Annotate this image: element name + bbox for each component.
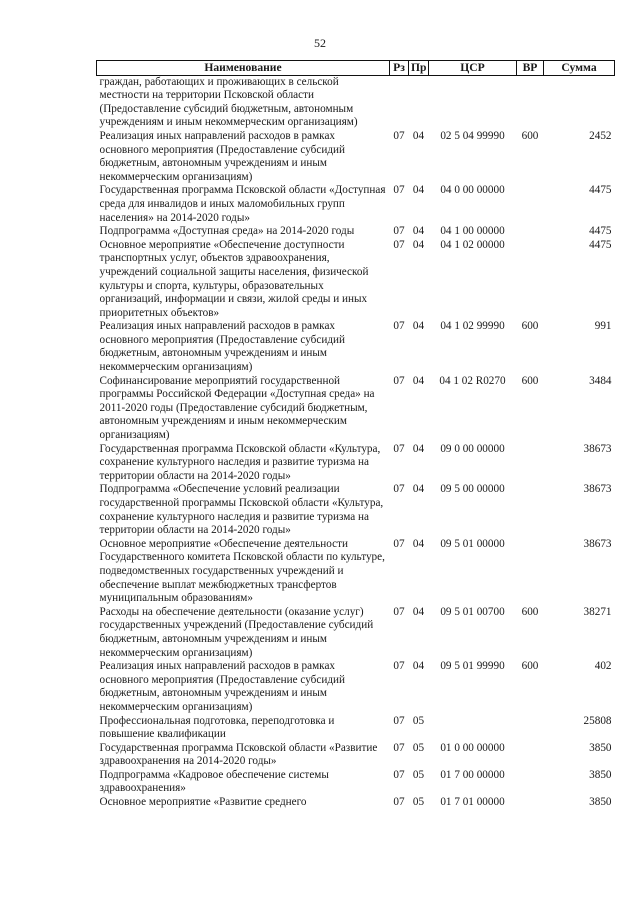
cell-rz: 07 — [393, 238, 405, 251]
cell-sum: 3850 — [589, 741, 612, 754]
cell-name: Реализация иных направлений расходов в рамках основного мероприятия (Предоставление субсидий бюджетным, автономным учреждениям и иным некоммерческим организациям) — [99, 660, 345, 713]
cell-vr: 600 — [521, 129, 539, 142]
cell-vr — [517, 769, 544, 796]
table-row — [97, 796, 615, 810]
table-row — [97, 769, 615, 796]
table-row — [97, 320, 615, 374]
cell-vr — [517, 225, 544, 239]
cell-sum: 38271 — [583, 605, 612, 618]
cell-csr: 01 7 00 00000 — [440, 768, 505, 781]
cell-vr — [517, 184, 544, 225]
cell-rz: 07 — [393, 129, 405, 142]
cell-rz — [390, 75, 409, 130]
cell-pr: 04 — [412, 660, 425, 673]
table-row — [97, 483, 615, 537]
cell-rz: 07 — [393, 442, 405, 455]
cell-rz: 07 — [393, 374, 405, 387]
table-row — [97, 375, 615, 443]
cell-pr: 05 — [412, 741, 425, 754]
cell-vr — [517, 483, 544, 537]
header-pr: Пр — [409, 61, 429, 76]
table-row — [97, 606, 615, 660]
cell-csr: 04 0 00 00000 — [440, 184, 505, 197]
cell-pr: 04 — [412, 238, 425, 251]
cell-name: Софинансирование мероприятий государственной программы Российской Федерации «Доступная среда» на 2011-2020 годы (Предоставление субсидий бюджетным, автономным учреждениям и иным некоммерческим организациям) — [99, 374, 375, 442]
cell-name: Государственная программа Псковской области «Культура, сохранение культурного наследия и развитие туризма на территории области на 2014-2020 годы» — [99, 442, 381, 482]
cell-vr: 600 — [521, 320, 539, 333]
cell-name: Расходы на обеспечение деятельности (оказание услуг) государственных учреждений (Предоставление субсидий бюджетным, автономным учреждениям и иным некоммерческим организациям) — [99, 605, 374, 659]
cell-csr: 04 1 02 R0270 — [439, 374, 506, 387]
cell-csr: 04 1 02 00000 — [440, 238, 505, 251]
cell-vr — [517, 796, 544, 810]
cell-name: Основное мероприятие «Обеспечение деятельности Государственного комитета Псковской области по культуре, подведомственных государственных учреждений и обеспечение выплат межбюджетных трансфертов муниципальным образованиям» — [99, 537, 385, 605]
cell-sum: 38673 — [583, 442, 612, 455]
cell-sum: 2452 — [589, 129, 612, 142]
cell-csr: 09 5 01 00000 — [440, 537, 505, 550]
cell-rz: 07 — [393, 768, 405, 781]
cell-sum — [544, 75, 615, 130]
cell-name: Государственная программа Псковской области «Развитие здравоохранения на 2014-2020 годы» — [99, 741, 378, 768]
cell-csr: 04 1 02 99990 — [440, 320, 505, 333]
cell-vr — [517, 75, 544, 130]
cell-vr — [517, 538, 544, 606]
cell-rz: 07 — [393, 605, 405, 618]
table-row — [97, 538, 615, 606]
cell-vr — [517, 715, 544, 742]
cell-vr — [517, 443, 544, 484]
cell-name: Основное мероприятие «Обеспечение доступности транспортных услуг, объектов здравоохранения, учреждений социальной защиты населения, физической культуры и спорта, культуры, образовательных организаций, информации и связи, жилой среды и иных приоритетных объектов» — [99, 238, 369, 319]
cell-rz: 07 — [393, 225, 405, 238]
cell-vr: 600 — [521, 374, 539, 387]
cell-csr: 09 5 01 99990 — [440, 660, 505, 673]
cell-rz: 07 — [393, 184, 405, 197]
cell-name: Государственная программа Псковской области «Доступная среда для инвалидов и иных маломобильных групп населения» на 2014-2020 годы» — [99, 184, 386, 224]
cell-sum: 38673 — [583, 483, 612, 496]
cell-pr: 04 — [412, 442, 425, 455]
cell-csr: 02 5 04 99990 — [440, 129, 505, 142]
cell-pr: 04 — [412, 184, 425, 197]
budget-table — [96, 60, 615, 810]
cell-csr: 09 0 00 00000 — [440, 442, 505, 455]
cell-pr: 04 — [412, 483, 425, 496]
cell-sum: 4475 — [589, 225, 612, 238]
cell-pr: 04 — [412, 129, 425, 142]
cell-pr: 04 — [412, 605, 425, 618]
cell-name: Профессиональная подготовка, переподготовка и повышение квалификации — [99, 714, 335, 741]
cell-sum: 3850 — [589, 768, 612, 781]
cell-csr — [429, 75, 517, 130]
table-row — [97, 130, 615, 184]
table-body — [97, 75, 615, 810]
cell-name: Основное мероприятие «Развитие среднего — [99, 796, 307, 809]
cell-name: Реализация иных направлений расходов в рамках основного мероприятия (Предоставление субсидий бюджетным, автономным учреждениям и иным некоммерческим организациям) — [99, 129, 345, 183]
table-row — [97, 239, 615, 321]
table-row — [97, 715, 615, 742]
cell-rz: 07 — [393, 537, 405, 550]
cell-pr: 04 — [412, 537, 425, 550]
cell-name: Реализация иных направлений расходов в рамках основного мероприятия (Предоставление субсидий бюджетным, автономным учреждениям и иным некоммерческим организациям) — [99, 320, 345, 374]
cell-name: граждан, работающих и проживающих в сельской местности на территории Псковской области (Предоставление субсидий бюджетным, автономным учреждениям и иным некоммерческим организациям) — [99, 75, 358, 129]
cell-sum: 38673 — [583, 537, 612, 550]
cell-pr: 04 — [412, 225, 425, 238]
cell-rz: 07 — [393, 320, 405, 333]
table-row — [97, 660, 615, 714]
cell-vr: 600 — [521, 605, 539, 618]
cell-sum: 3850 — [589, 796, 612, 809]
cell-name: Подпрограмма «Обеспечение условий реализации государственной программы Псковской области «Культура, сохранение культурного наследия и развитие туризма на территории области на 2014-2020 годы» — [99, 483, 384, 537]
cell-csr: 01 0 00 00000 — [440, 741, 505, 754]
header-sum: Сумма — [544, 61, 615, 76]
cell-rz: 07 — [393, 483, 405, 496]
cell-csr: 01 7 01 00000 — [440, 796, 505, 809]
cell-rz: 07 — [393, 796, 405, 809]
cell-sum: 4475 — [589, 184, 612, 197]
cell-sum: 991 — [594, 320, 612, 333]
cell-sum: 3484 — [589, 374, 612, 387]
cell-csr — [429, 715, 517, 742]
cell-name: Подпрограмма «Доступная среда» на 2014-2020 годы — [99, 225, 355, 238]
cell-pr: 05 — [412, 714, 425, 727]
cell-name: Подпрограмма «Кадровое обеспечение системы здравоохранения» — [99, 768, 329, 795]
header-name: Наименование — [97, 61, 390, 76]
cell-rz: 07 — [393, 714, 405, 727]
cell-vr — [517, 742, 544, 769]
cell-csr: 04 1 00 00000 — [440, 225, 505, 238]
table-header-row — [97, 61, 615, 76]
cell-rz: 07 — [393, 741, 405, 754]
header-csr: ЦСР — [429, 61, 517, 76]
cell-sum: 4475 — [589, 238, 612, 251]
cell-pr: 04 — [412, 320, 425, 333]
cell-sum: 25808 — [583, 714, 612, 727]
table-row — [97, 742, 615, 769]
cell-vr — [517, 239, 544, 321]
cell-pr: 04 — [412, 374, 425, 387]
header-vr: ВР — [517, 61, 544, 76]
page-number: 52 — [314, 36, 326, 50]
table-row — [97, 443, 615, 484]
cell-pr: 05 — [412, 768, 425, 781]
cell-vr: 600 — [521, 660, 539, 673]
cell-pr — [409, 75, 429, 130]
table-row — [97, 225, 615, 239]
cell-rz: 07 — [393, 660, 405, 673]
header-rz: Рз — [390, 61, 409, 76]
table-row — [97, 184, 615, 225]
cell-csr: 09 5 00 00000 — [440, 483, 505, 496]
cell-pr: 05 — [412, 796, 425, 809]
cell-sum: 402 — [594, 660, 612, 673]
cell-csr: 09 5 01 00700 — [440, 605, 505, 618]
table-row — [97, 75, 615, 130]
